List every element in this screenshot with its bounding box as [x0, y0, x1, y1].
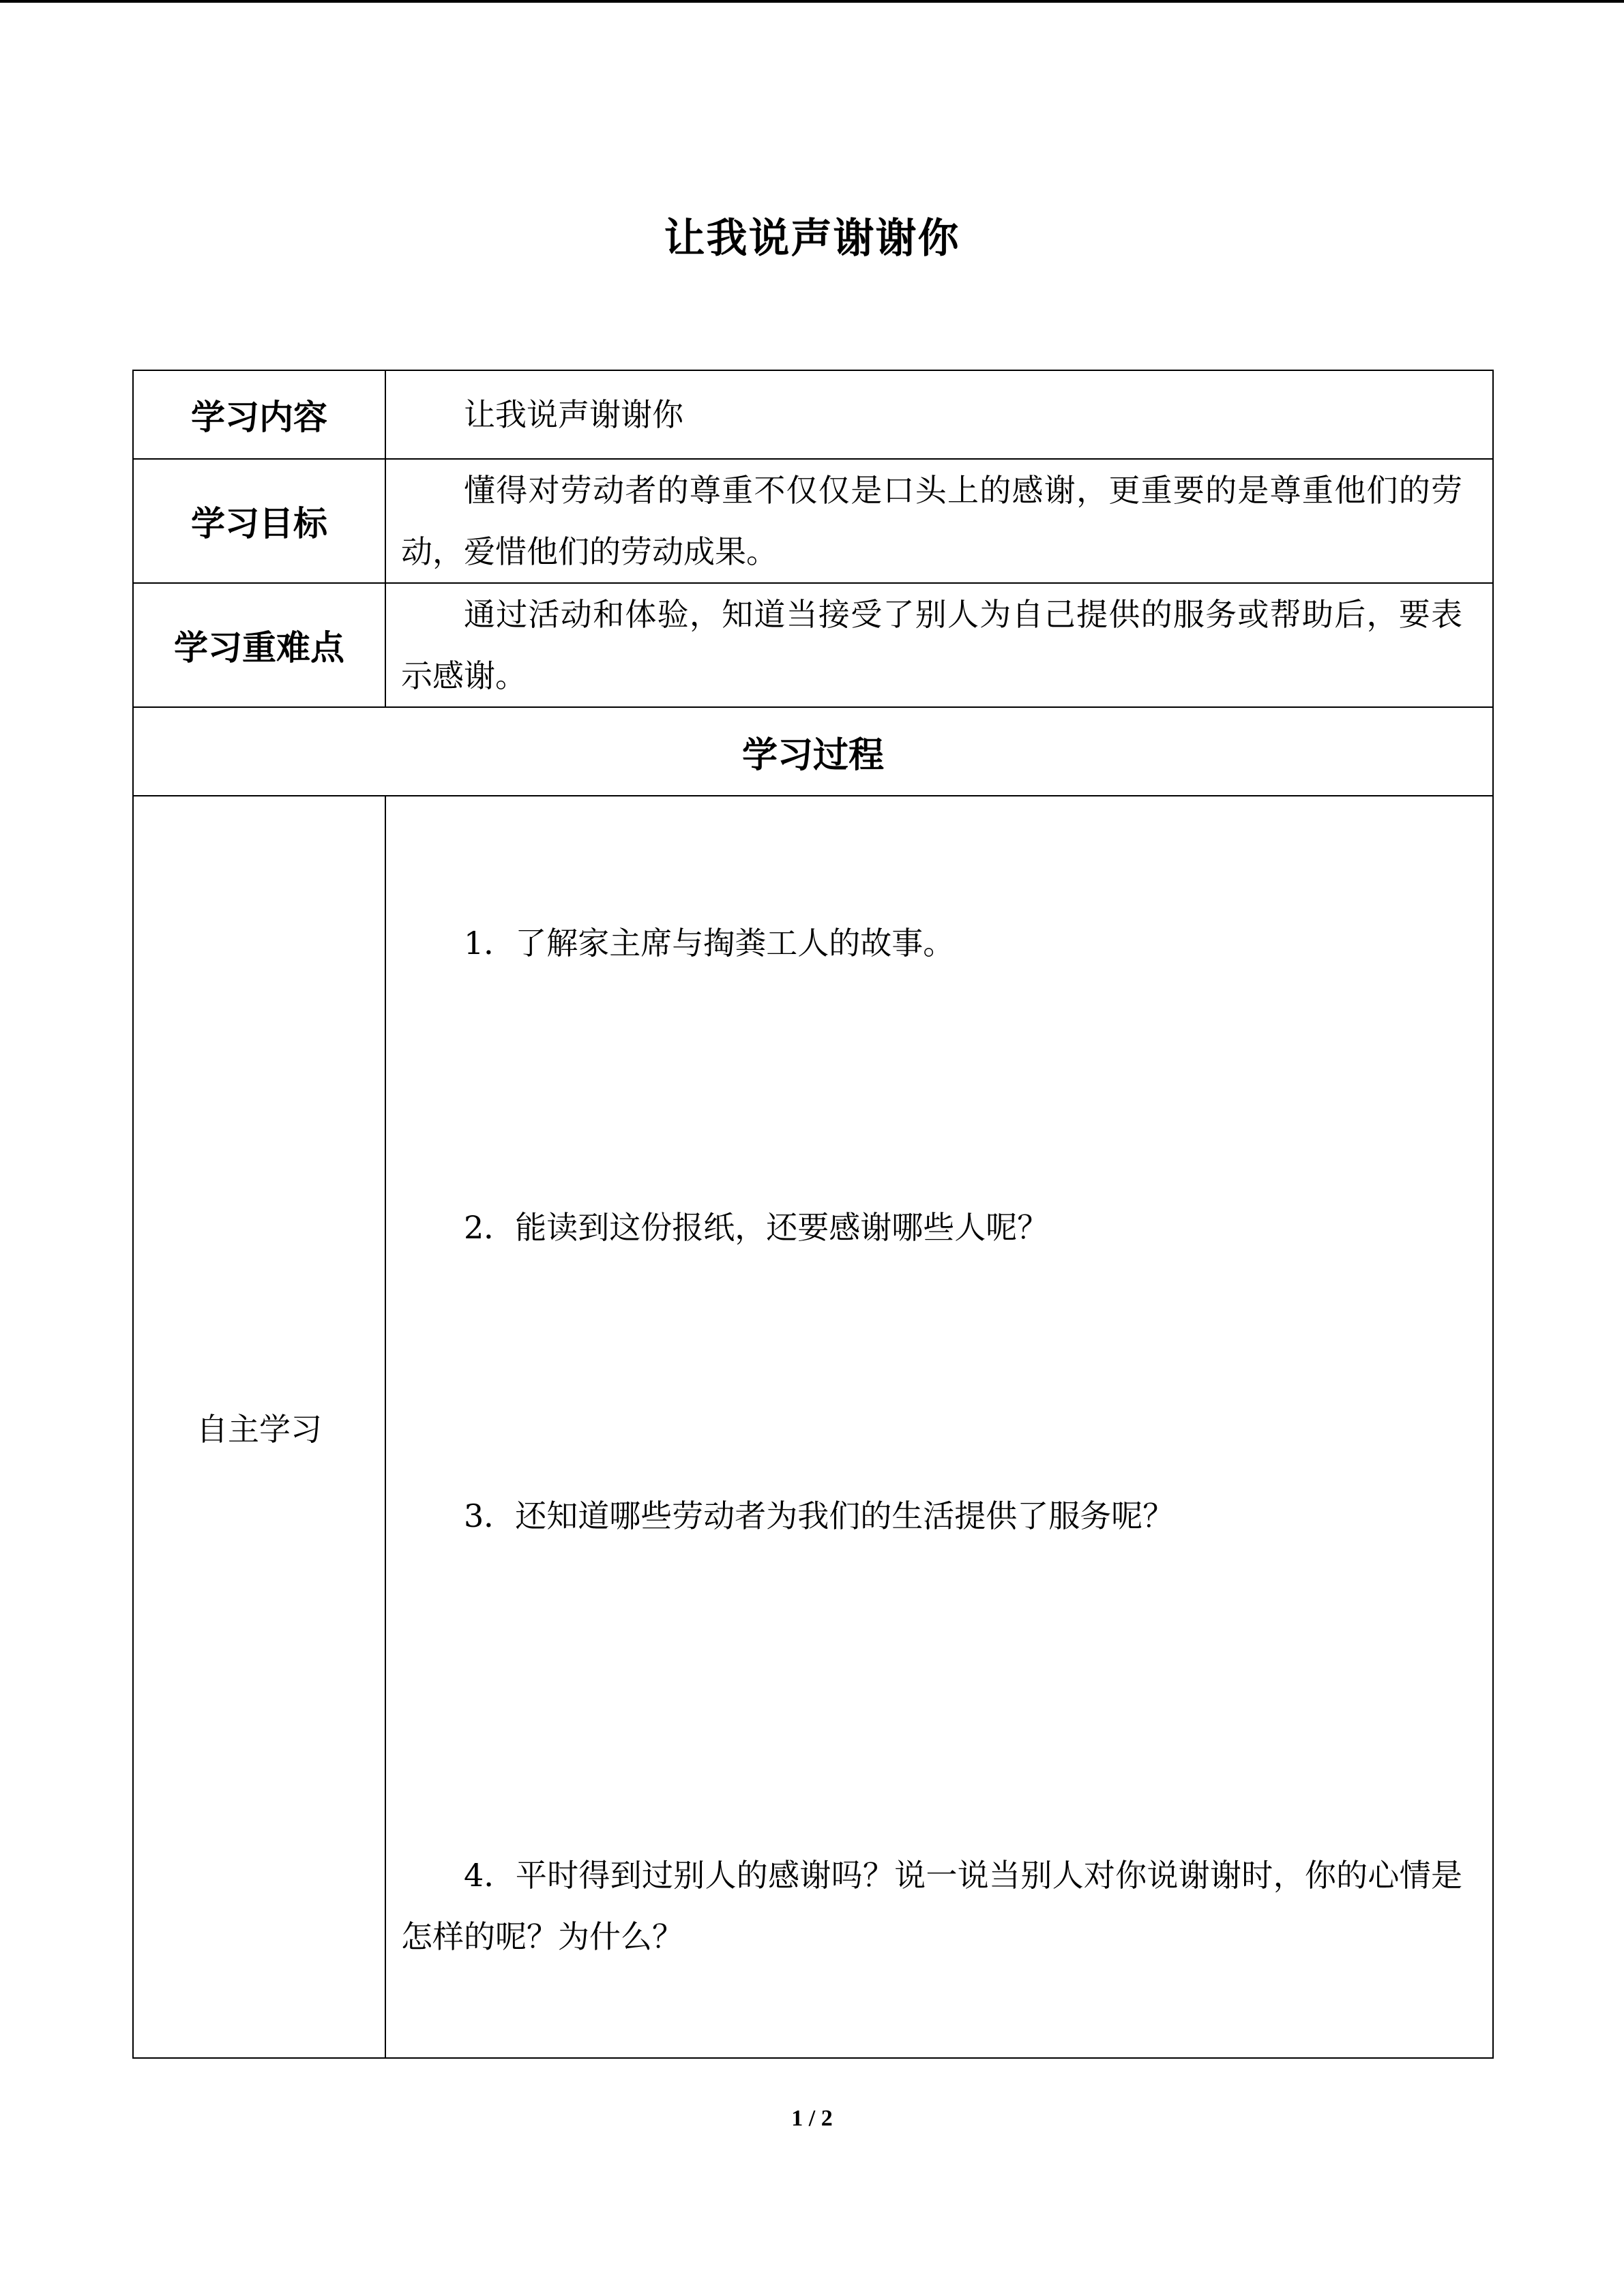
text-key-points: 通过活动和体验，知道当接受了别人为自己提供的服务或帮助后，要表示感谢。	[401, 596, 1462, 694]
page-number: 1 / 2	[791, 2106, 833, 2131]
question-1: 1．了解家主席与掏粪工人的故事。	[464, 925, 955, 961]
question-3: 3．还知道哪些劳动者为我们的生活提供了服务呢？	[464, 1497, 1175, 1534]
question-2: 2．能读到这份报纸，还要感谢哪些人呢？	[464, 1209, 1049, 1246]
label-self-study: 自主学习	[133, 796, 385, 2058]
label-learning-goal: 学习目标	[133, 459, 385, 583]
text-learning-content: 让我说声谢谢你	[464, 396, 683, 433]
row-learning-goal	[133, 459, 1493, 583]
document-title: 让我说声谢谢你	[664, 215, 960, 263]
row-self-study	[133, 796, 1493, 2058]
study-table	[132, 370, 1494, 2059]
cell-key-points	[385, 583, 1493, 707]
cell-self-study	[385, 796, 1493, 2058]
cell-learning-content	[385, 370, 1493, 459]
label-learning-content: 学习内容	[133, 370, 385, 459]
question-4: 4．平时得到过别人的感谢吗？说一说当别人对你说谢谢时，你的心情是怎样的呢？为什么？	[401, 1857, 1462, 1955]
page-top-border	[0, 0, 1624, 3]
row-key-points	[133, 583, 1493, 707]
text-learning-goal: 懂得对劳动者的尊重不仅仅是口头上的感谢，更重要的是尊重他们的劳动，爱惜他们的劳动成果。	[401, 472, 1462, 570]
row-process-heading	[133, 707, 1493, 796]
cell-learning-goal	[385, 459, 1493, 583]
row-learning-content	[133, 370, 1493, 459]
label-key-points: 学习重难点	[133, 583, 385, 707]
process-heading: 学习过程	[133, 707, 1493, 796]
